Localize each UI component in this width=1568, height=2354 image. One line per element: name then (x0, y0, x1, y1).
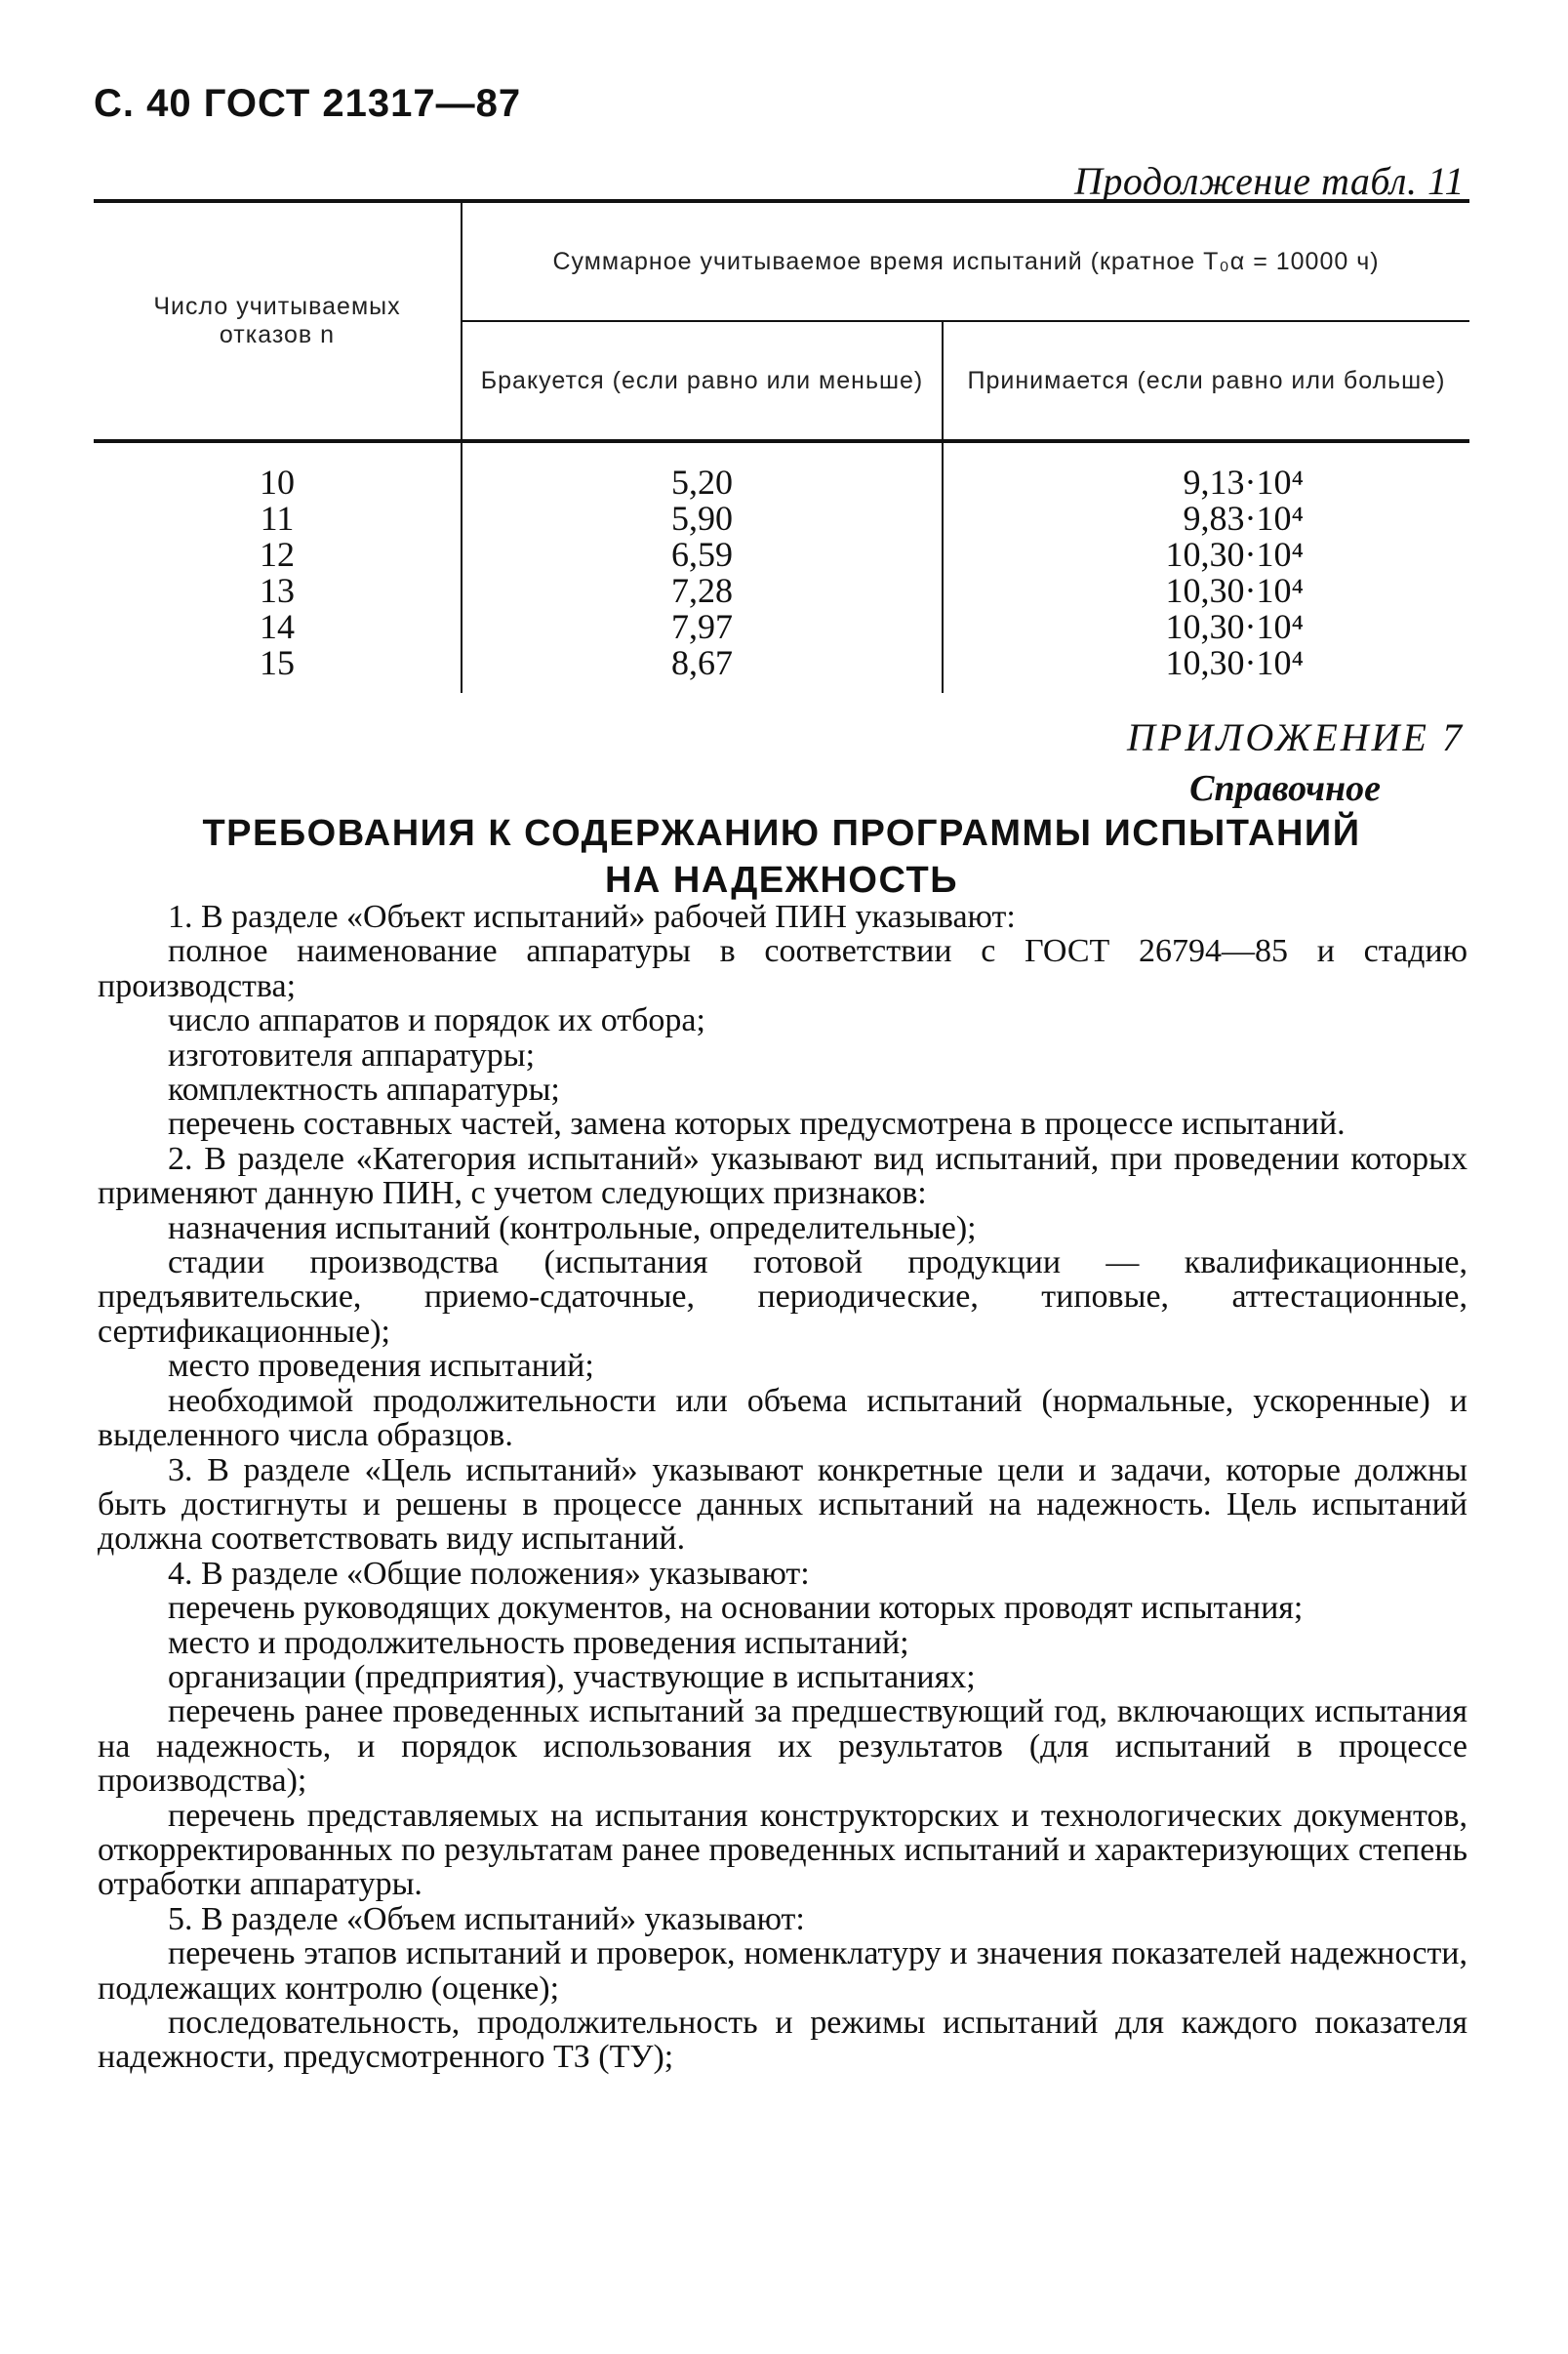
cell-reject: 7,28 (462, 573, 943, 609)
paragraph: перечень этапов испытаний и проверок, номенклатуру и значения показателей надежности, подлежащих контролю (оценке); (98, 1935, 1467, 2007)
appendix-header (1127, 712, 1465, 814)
paragraph: комплектность аппаратуры; (168, 1072, 560, 1109)
paragraph: место и продолжительность проведения испытаний; (168, 1624, 909, 1661)
body-text (98, 900, 1467, 2075)
cell-accept: 10,30·10⁴ (943, 645, 1469, 693)
paragraph: перечень руководящих документов, на основании которых проводят испытания; (168, 1590, 1304, 1627)
paragraph: последовательность, продолжительность и режимы испытаний для каждого показателя надежности, предусмотренного ТЗ (ТУ); (98, 2005, 1467, 2076)
cell-accept: 10,30·10⁴ (943, 537, 1469, 573)
table-row (94, 645, 1469, 693)
cell-accept: 10,30·10⁴ (943, 609, 1469, 645)
paragraph: организации (предприятия), участвующие в испытаниях; (168, 1658, 976, 1695)
reliability-table (94, 199, 1469, 693)
appendix-label: ПРИЛОЖЕНИЕ 7 (1127, 715, 1465, 759)
cell-accept: 10,30·10⁴ (943, 573, 1469, 609)
paragraph: изготовителя аппаратуры; (168, 1036, 536, 1074)
cell-n: 11 (260, 499, 295, 538)
cell-reject: 8,67 (462, 645, 943, 693)
cell-n: 12 (260, 535, 295, 574)
column-header-accept: Принимается (если равно или больше) (943, 321, 1469, 441)
table-row (94, 501, 1469, 537)
section-title-line: ТРЕБОВАНИЯ К СОДЕРЖАНИЮ ПРОГРАММЫ ИСПЫТАНИЙ (202, 813, 1361, 854)
paragraph: 5. В разделе «Объем испытаний» указывают: (168, 1900, 805, 1937)
paragraph: число аппаратов и порядок их отбора; (168, 1002, 705, 1039)
paragraph: место проведения испытаний; (168, 1348, 594, 1385)
column-header-reject: Бракуется (если равно или меньше) (462, 321, 943, 441)
paragraph: 3. В разделе «Цель испытаний» указывают конкретные цели и задачи, которые должны быть достигнуты и решены в процессе данных испытаний на надежность. Цель испытаний должна соответствовать виду испытаний. (98, 1451, 1467, 1558)
paragraph: перечень представляемых на испытания конструкторских и технологических документов, откорректированных по результатам ранее проведенных испытаний и характеризующих степень отработки аппаратуры. (98, 1797, 1467, 1903)
cell-reject: 5,90 (462, 501, 943, 537)
cell-reject: 7,97 (462, 609, 943, 645)
cell-n: 10 (260, 463, 295, 502)
paragraph: назначения испытаний (контрольные, определительные); (168, 1209, 977, 1246)
paragraph: необходимой продолжительности или объема испытаний (нормальные, ускоренные) и выделенного числа образцов. (98, 1382, 1467, 1454)
column-header-group: Суммарное учитываемое время испытаний (кратное T₀α = 10000 ч) (462, 201, 1469, 321)
paragraph: перечень составных частей, замена которых предусмотрена в процессе испытаний. (168, 1106, 1346, 1143)
paragraph: стадии производства (испытания готовой продукции — квалификационные, предъявительские, приемо-сдаточные, периодические, типовые, аттестационные, сертификационные); (98, 1244, 1467, 1350)
cell-accept: 9,13·10⁴ (943, 441, 1469, 501)
section-title-line: НА НАДЕЖНОСТЬ (604, 860, 959, 901)
cell-n: 13 (260, 571, 295, 610)
table-continuation-label: Продолжение табл. 11 (1073, 159, 1465, 203)
paragraph: 2. В разделе «Категория испытаний» указывают вид испытаний, при проведении которых применяют данную ПИН, с учетом следующих признаков: (98, 1140, 1467, 1212)
table-row (94, 537, 1469, 573)
cell-n: 15 (260, 643, 295, 682)
paragraph: перечень ранее проведенных испытаний за предшествующий год, включающих испытания на надежность, и порядок использования их результатов (для испытаний в процессе производства); (98, 1693, 1467, 1800)
cell-reject: 5,20 (462, 441, 943, 501)
table-row (94, 609, 1469, 645)
paragraph: полное наименование аппаратуры в соответствии с ГОСТ 26794—85 и стадию производства; (98, 933, 1467, 1004)
appendix-type: Справочное (1189, 768, 1381, 809)
table-row (94, 441, 1469, 501)
page-header: С. 40 ГОСТ 21317—87 (94, 82, 522, 125)
column-header-failures: Число учитываемых отказов n (94, 201, 462, 441)
section-title (94, 810, 1469, 904)
paragraph: 1. В разделе «Объект испытаний» рабочей ПИН указывают: (168, 899, 1016, 935)
cell-n: 14 (260, 607, 295, 646)
paragraph: 4. В разделе «Общие положения» указывают: (168, 1555, 810, 1592)
cell-reject: 6,59 (462, 537, 943, 573)
cell-accept: 9,83·10⁴ (943, 501, 1469, 537)
table-row (94, 573, 1469, 609)
